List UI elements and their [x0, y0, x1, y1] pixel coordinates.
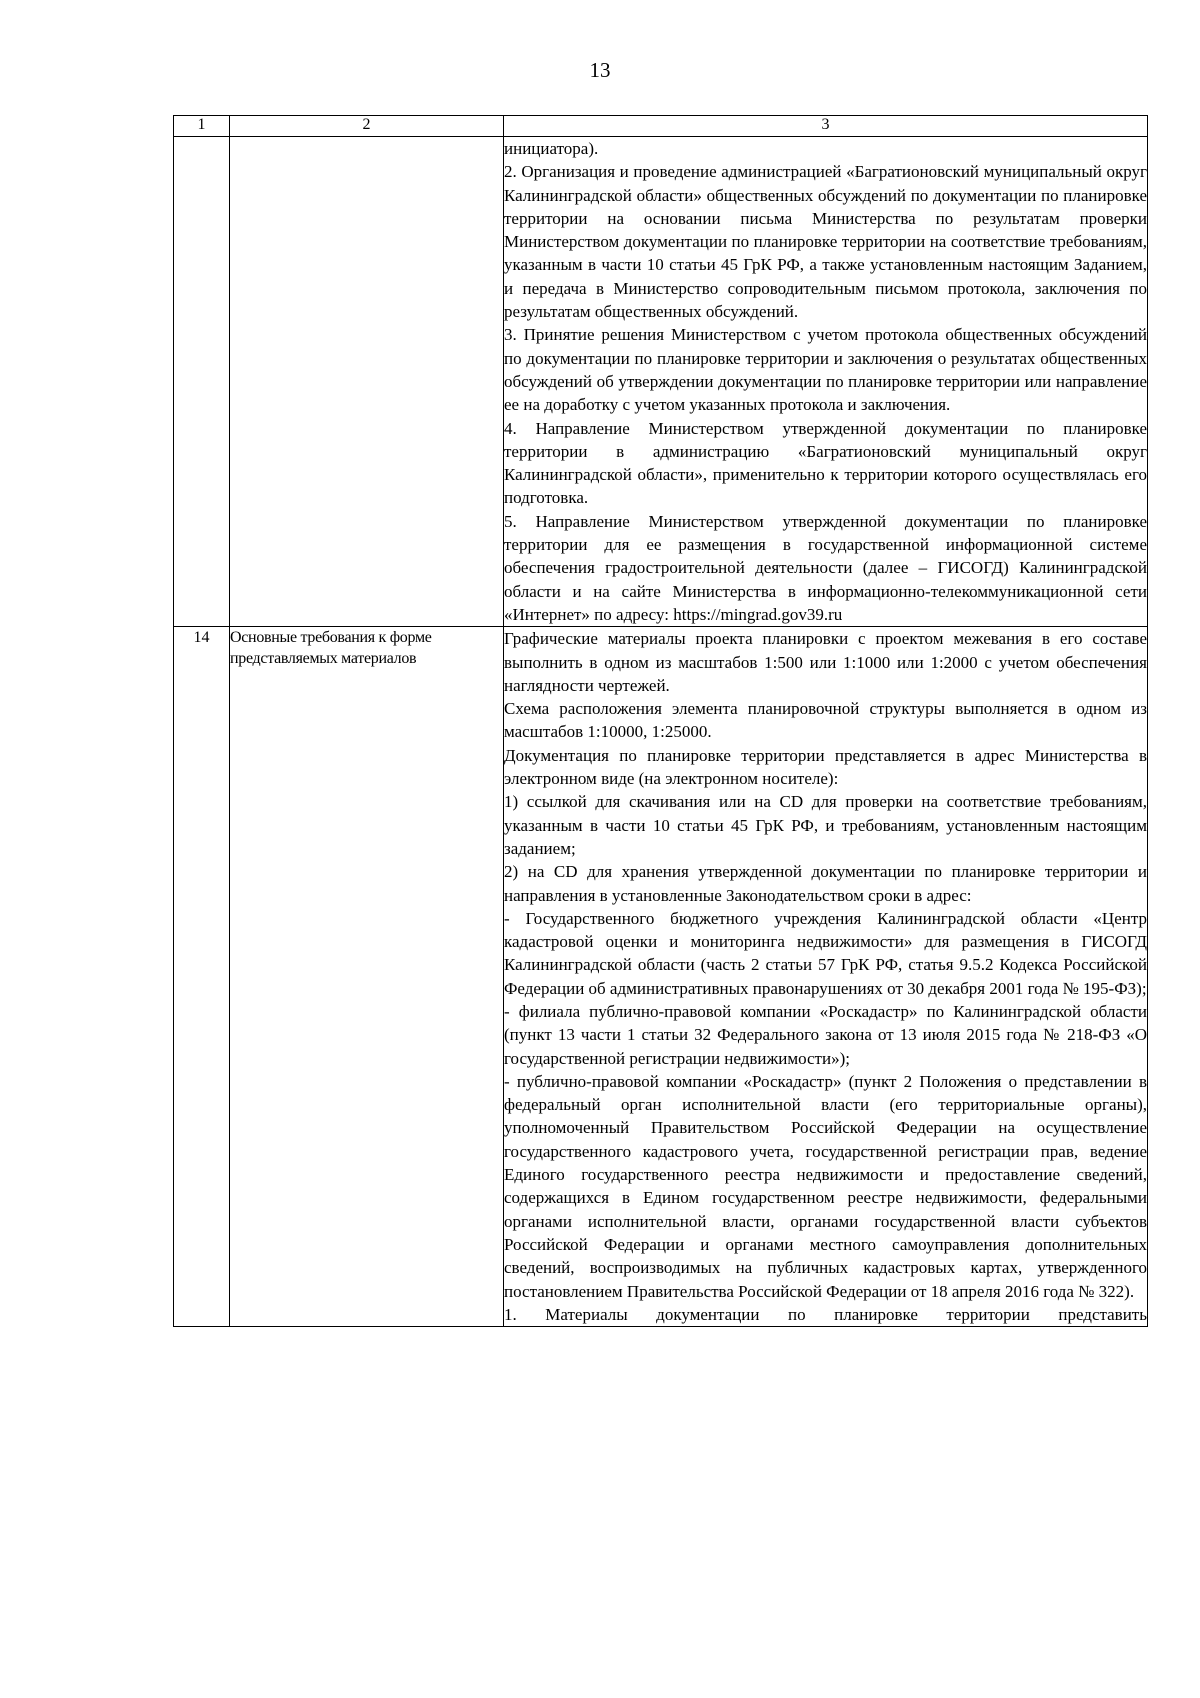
paragraph: 2) на CD для хранения утвержденной документации по планировке территории и направления в установленные Законодательством сроки в адрес: — [504, 862, 1147, 905]
header-col-2: 2 — [230, 116, 504, 137]
paragraph: - публично-правовой компании «Роскадастр» (пункт 2 Положения о представлении в федеральный орган исполнительной власти (его территориальные органы), уполномоченный Правительством Российской Федерации на осуществление государственного кадастрового учета, государственной регистрации прав, ведение Единого государственного реестра недвижимости и предоставление сведений, содержащихся в Едином государственном реестре недвижимости, федеральными органами исполнительной власти, органами государственной власти субъектов Российской Федерации и органами местного самоуправления дополнительных сведений, воспроизводимых на публичных кадастровых картах, утвержденного постановлением Правительства Российской Федерации от 18 апреля 2016 года № 322). — [504, 1071, 1147, 1301]
page-number: 13 — [589, 58, 611, 82]
table-row-14 — [174, 627, 1148, 1327]
row-number-cell — [174, 137, 230, 627]
paragraph: 3. Принятие решения Министерством с учетом протокола общественных обсуждений по документации по планировке территории и заключения о результатах общественных обсуждений об утверждении документации по планировке территории или направление ее на доработку с учетом указанных протокола и заключения. — [504, 325, 1147, 415]
paragraph: 2. Организация и проведение администрацией «Багратионовский муниципальный округ Калининградской области» общественных обсуждений по документации по планировке территории на основании письма Министерства по результатам проверки Министерством документации по планировке территории на соответствие требованиям, указанным в части 10 статьи 45 ГрК РФ, а также установленным настоящим Заданием, и передача в Министерство сопроводительным письмом протокола, заключения по результатам общественных обсуждений. — [504, 162, 1147, 322]
paragraph: - Государственного бюджетного учреждения Калининградской области «Центр кадастровой оценки и мониторинга недвижимости» для размещения в ГИСОГД Калининградской области (часть 2 статьи 57 ГрК РФ, статья 9.5.2 Кодекса Российской Федерации об административных правонарушениях от 30 декабря 2001 года № 195-ФЗ); — [504, 908, 1147, 998]
row-number-cell: 14 — [174, 627, 230, 1327]
row-content-cell — [504, 627, 1148, 1327]
table-row-continued — [174, 137, 1148, 627]
row-name-cell: Основные требования к форме представляемых материалов — [230, 627, 504, 1327]
table-header-row — [174, 116, 1148, 137]
paragraph: инициатора). — [504, 139, 599, 158]
paragraph: Схема расположения элемента планировочной структуры выполняется в одном из масштабов 1:10000, 1:25000. — [504, 699, 1147, 742]
row-name-cell — [230, 137, 504, 627]
paragraph: 4. Направление Министерством утвержденной документации по планировке территории в администрацию «Багратионовский муниципальный округ Калининградской области», применительно к территории которого осуществлялась его подготовка. — [504, 418, 1147, 508]
paragraph: Документация по планировке территории представляется в адрес Министерства в электронном виде (на электронном носителе): — [504, 745, 1147, 789]
paragraph: 1) ссылкой для скачивания или на CD для проверки на соответствие требованиям, указанным в части 10 статьи 45 ГрК РФ, и требованиям, установленным настоящим заданием; — [504, 792, 1147, 858]
paragraph: 5. Направление Министерством утвержденной документации по планировке территории для ее размещения в государственной информационной системе обеспечения градостроительной деятельности (далее – ГИСОГД) Калининградской области и на сайте Министерства в информационно-телекоммуникационной сети «Интернет» по адресу: https://mingrad.gov39.ru — [504, 511, 1147, 624]
paragraph: Графические материалы проекта планировки с проектом межевания в его составе выполнить в одном из масштабов 1:500 или 1:1000 или 1:2000 с учетом обеспечения наглядности чертежей. — [504, 629, 1147, 695]
paragraph: 1. Материалы документации по планировке территории представить — [504, 1304, 1147, 1324]
document-table — [173, 115, 1148, 1327]
header-col-1: 1 — [174, 116, 230, 137]
header-col-3: 3 — [504, 116, 1148, 137]
paragraph: - филиала публично-правовой компании «Роскадастр» по Калининградской области (пункт 13 части 1 статьи 32 Федерального закона от 13 июля 2015 года № 218-ФЗ «О государственной регистрации недвижимости»); — [504, 1001, 1147, 1068]
row-content-cell — [504, 137, 1148, 627]
